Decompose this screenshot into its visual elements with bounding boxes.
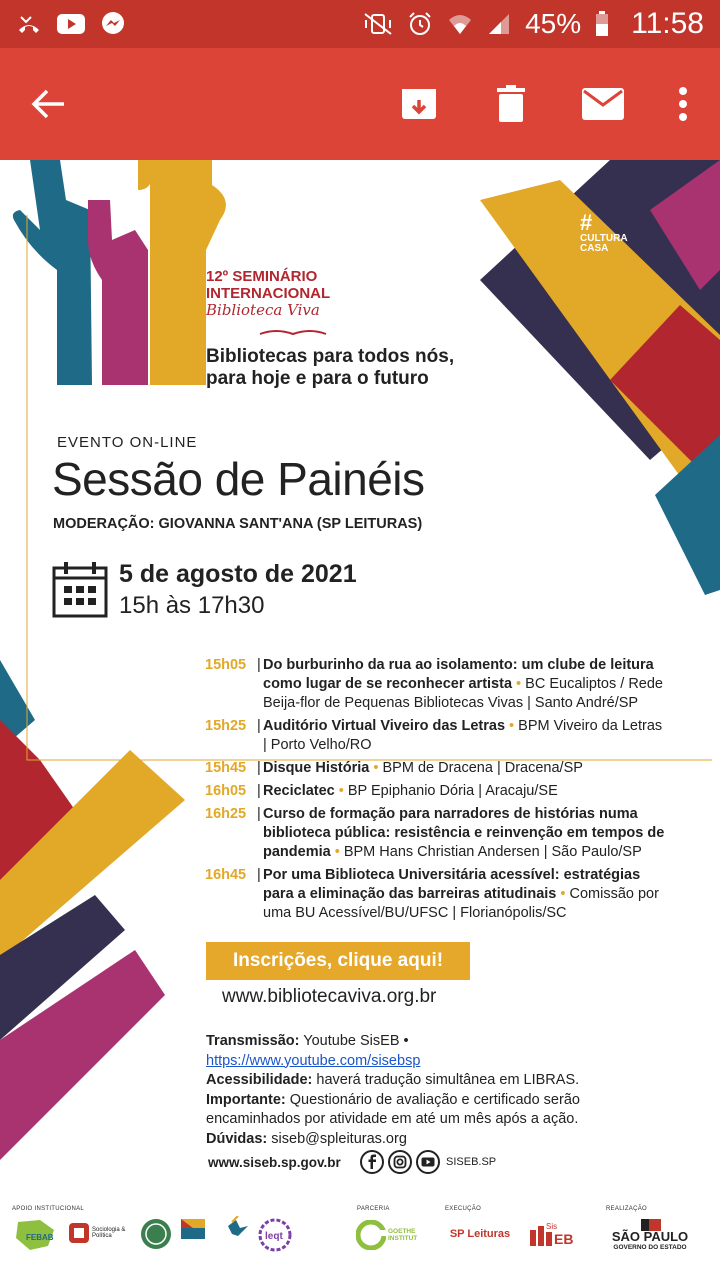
- transmission-line: [206, 1032, 626, 1071]
- tag-hash: #: [580, 210, 593, 235]
- cultura-em-casa-tag: [580, 212, 628, 254]
- notification-icons: [16, 11, 126, 37]
- slogan: [206, 346, 454, 390]
- sociologia-logo-mark: [68, 1222, 90, 1244]
- schedule-item: [205, 805, 665, 862]
- battery-icon: [595, 11, 609, 37]
- website[interactable]: www.bibliotecaviva.org.br: [222, 986, 437, 1007]
- accessibility-label: Acessibilidade:: [206, 1072, 313, 1088]
- accessibility-text: haverá tradução simultânea em LIBRAS.: [316, 1072, 580, 1088]
- svg-text:EB: EB: [554, 1231, 574, 1247]
- schedule-title: Curso de formação para narradores de histórias numa biblioteca pública: resistência e reinvenção em tempos de pandemia: [263, 806, 665, 860]
- bullet: •: [560, 886, 566, 902]
- missed-call-icon: [16, 12, 42, 36]
- more-vert-icon: [678, 86, 688, 122]
- sponsor-footer: [0, 1190, 720, 1280]
- slogan-line1: Bibliotecas para todos nós,: [206, 346, 455, 367]
- system-icons: [363, 7, 704, 41]
- separator: |: [257, 806, 261, 822]
- vibrate-mute-icon: [363, 12, 393, 36]
- parceria-label: PARCERIA: [357, 1206, 390, 1212]
- event-time: 15h às 17h30: [119, 592, 265, 619]
- leqt-logo: [258, 1218, 292, 1252]
- bullet: •: [516, 676, 522, 692]
- youtube-link[interactable]: https://www.youtube.com/sisebsp: [206, 1052, 421, 1069]
- schedule-list: [205, 656, 665, 927]
- wifi-icon: [447, 12, 473, 36]
- status-bar: [0, 0, 720, 48]
- goethe-logo-mark: [356, 1220, 386, 1250]
- youtube-icon: [56, 13, 86, 35]
- moderation: MODERAÇÃO: GIOVANNA SANT'ANA (SP LEITURAS): [53, 516, 423, 532]
- email-image-poster: [0, 160, 720, 1280]
- transmission-label: Transmissão:: [206, 1033, 300, 1049]
- schedule-time: 16h05: [205, 783, 247, 799]
- schedule-item: [205, 656, 665, 713]
- schedule-text: [263, 805, 665, 862]
- signal-icon: [487, 12, 511, 36]
- schedule-time: 15h45: [205, 760, 247, 776]
- schedule-title: Auditório Virtual Viveiro das Letras: [263, 718, 506, 734]
- slogan-line2: para hoje e para o futuro: [206, 368, 429, 389]
- schedule-text: [263, 717, 665, 755]
- tag-line3: CASA: [580, 243, 609, 254]
- seminar-line2: INTERNACIONAL: [206, 285, 331, 302]
- important-line: [206, 1091, 626, 1130]
- questions-email: siseb@spleituras.org: [271, 1130, 407, 1147]
- seminar-line1: 12º SEMINÁRIO: [206, 268, 318, 285]
- schedule-item: [205, 759, 665, 778]
- seal-logo: [140, 1218, 172, 1250]
- svg-text:Sis: Sis: [546, 1222, 558, 1231]
- schedule-text: [263, 759, 583, 778]
- schedule-title: Disque História: [263, 760, 370, 776]
- siseb-logo: [528, 1220, 582, 1248]
- back-button[interactable]: [22, 77, 76, 131]
- event-info: [206, 1032, 626, 1149]
- left-stripes: [0, 660, 185, 1160]
- calendar-icon: [52, 560, 108, 618]
- battery-percent: 45%: [525, 8, 582, 39]
- event-date: 5 de agosto de 2021: [119, 560, 357, 588]
- instagram-icon: [388, 1150, 412, 1174]
- svg-text:leqt: leqt: [265, 1231, 283, 1242]
- bird-logo: [214, 1216, 260, 1250]
- schedule-title: Do burburinho da rua ao isolamento: um clube de leitura como lugar de se reconhecer artista: [263, 657, 654, 692]
- schedule-text: [263, 866, 665, 923]
- schedule-time: 16h25: [205, 806, 247, 822]
- questions-line: [206, 1130, 626, 1150]
- important-text: Questionário de avaliação e certificado serão encaminhados por atividade em até um mês após a ação.: [206, 1091, 580, 1127]
- schedule-detail: BPM de Dracena | Dracena/SP: [382, 760, 583, 776]
- schedule-time: 15h25: [205, 718, 247, 734]
- apoio-label: APOIO INSTITUCIONAL: [12, 1206, 85, 1212]
- separator: |: [257, 657, 261, 673]
- schedule-detail: BPM Hans Christian Andersen | São Paulo/SP: [343, 844, 642, 860]
- schedule-title: Reciclatec: [263, 783, 335, 799]
- bullet: •: [338, 783, 344, 799]
- separator: |: [257, 867, 261, 883]
- more-options-button[interactable]: [668, 77, 698, 131]
- youtube-social-icon: [416, 1150, 440, 1174]
- clock: 11:58: [631, 7, 704, 40]
- facebook-icon: [360, 1150, 384, 1174]
- separator: |: [257, 783, 261, 799]
- realizacao-label: REALIZAÇÃO: [606, 1206, 648, 1212]
- schedule-detail: BP Epiphanio Dória | Aracaju/SE: [347, 783, 558, 799]
- bullet: •: [334, 844, 340, 860]
- separator: |: [257, 718, 261, 734]
- questions-label: Dúvidas:: [206, 1130, 268, 1147]
- bullet: •: [373, 760, 379, 776]
- schedule-text: [263, 782, 558, 801]
- sao-paulo-line1: SÃO PAULO: [611, 1229, 689, 1244]
- poster-title: Sessão de Painéis: [52, 453, 425, 505]
- execucao-label: EXECUÇÃO: [445, 1206, 482, 1212]
- sao-paulo-logo: [604, 1230, 696, 1254]
- regional-logo: [180, 1218, 206, 1248]
- event-type: EVENTO ON-LINE: [57, 434, 198, 451]
- sao-paulo-line2: GOVERNO DO ESTADO: [613, 1244, 687, 1251]
- mark-unread-icon: [581, 87, 625, 121]
- schedule-item: [205, 866, 665, 923]
- hands-illustration: [13, 160, 226, 385]
- schedule-item: [205, 717, 665, 755]
- book-icon: [258, 328, 328, 338]
- messenger-icon: [100, 11, 126, 37]
- goethe-logo-text: GOETHE INSTITUT: [388, 1228, 418, 1242]
- schedule-item: [205, 782, 665, 801]
- social-handle: SISEB.SP: [446, 1156, 497, 1168]
- alarm-icon: [407, 11, 433, 37]
- important-label: Importante:: [206, 1091, 286, 1108]
- seminar-line3: Biblioteca Viva: [206, 301, 320, 319]
- schedule-detail: BC Eucaliptos / Rede Beija-flor de Pequenas Bibliotecas Vivas | Santo André/SP: [263, 676, 663, 711]
- feb-map-logo: [10, 1218, 60, 1252]
- app-bar: [0, 48, 720, 160]
- social-icons: [360, 1150, 496, 1174]
- delete-button[interactable]: [484, 77, 538, 131]
- separator: |: [257, 760, 261, 776]
- mark-unread-button[interactable]: [576, 77, 630, 131]
- archive-icon: [400, 85, 438, 123]
- sociologia-logo-text: Sociologia & Política: [92, 1227, 126, 1239]
- schedule-time: 16h45: [205, 867, 247, 883]
- sp-leituras-logo: SP Leituras: [449, 1228, 511, 1240]
- siseb-site: www.siseb.sp.gov.br: [208, 1155, 341, 1170]
- schedule-title: Por uma Biblioteca Universitária acessível: estratégias para a eliminação das barreiras atitudinais: [263, 867, 641, 902]
- tag-line1: CULTURA: [580, 233, 628, 244]
- schedule-detail: Comissão por uma BU Acessível/BU/UFSC | Florianópolis/SC: [263, 886, 659, 921]
- back-arrow-icon: [31, 88, 67, 120]
- seminar-heading: [206, 268, 330, 319]
- schedule-detail: BPM Viveiro da Letras | Porto Velho/RO: [263, 718, 663, 753]
- accessibility-line: [206, 1071, 626, 1091]
- delete-icon: [495, 85, 527, 123]
- schedule-time: 15h05: [205, 657, 247, 673]
- schedule-text: [263, 656, 665, 713]
- transmission-text: Youtube SisEB •: [303, 1033, 409, 1049]
- archive-button[interactable]: [392, 77, 446, 131]
- register-button[interactable]: Inscrições, clique aqui!: [206, 942, 470, 980]
- bullet: •: [509, 718, 515, 734]
- svg-text:FEBAB: FEBAB: [26, 1233, 54, 1242]
